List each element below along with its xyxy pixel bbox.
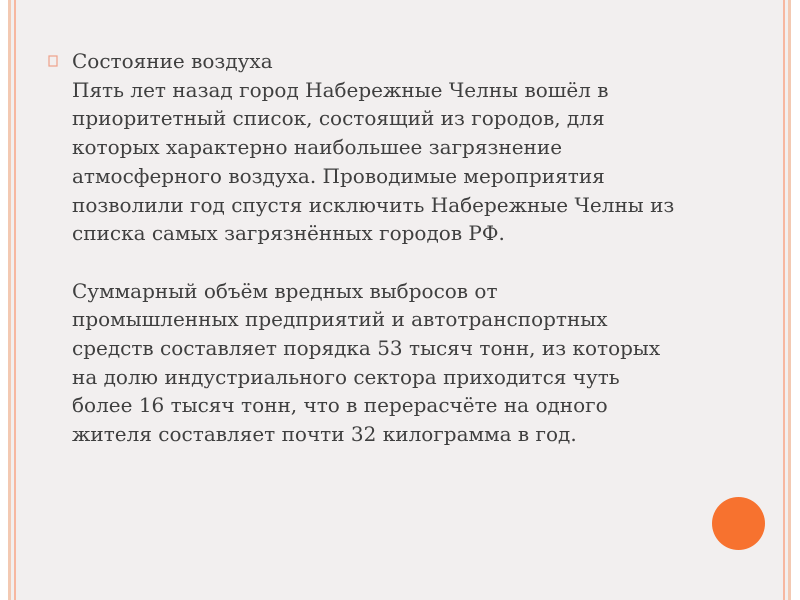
text-line: которых характерно наибольшее загрязнение bbox=[72, 135, 563, 160]
text-line: позволили год спустя исключить Набережные Челны из bbox=[72, 192, 675, 217]
text-line: на долю индустриального сектора приходится чуть bbox=[72, 364, 620, 389]
text-line: приоритетный список, состоящий из городов, для bbox=[72, 106, 605, 131]
orange-circle-icon bbox=[712, 497, 765, 550]
text-line: Суммарный объём вредных выбросов от bbox=[72, 278, 498, 303]
paragraph-spacer bbox=[72, 248, 748, 277]
text-line: жителя составляет почти 32 килограмма в год. bbox=[72, 422, 577, 447]
left-border-line bbox=[14, 0, 16, 600]
slide-text bbox=[72, 47, 748, 449]
slide-content bbox=[48, 47, 748, 449]
text-line: Пять лет назад город Набережные Челны вошёл в bbox=[72, 77, 609, 102]
text-line: Состояние воздуха bbox=[72, 49, 273, 73]
bullet-icon bbox=[48, 47, 72, 449]
text-line: более 16 тысяч тонн, что в перерасчёте на одного bbox=[72, 393, 608, 418]
right-border-line bbox=[783, 0, 785, 600]
text-line: средств составляет порядка 53 тысяч тонн, из которых bbox=[72, 336, 661, 361]
text-line: промышленных предприятий и автотранспортных bbox=[72, 307, 608, 332]
text-line: атмосферного воздуха. Проводимые мероприятия bbox=[72, 163, 605, 188]
text-line: списка самых загрязнённых городов РФ. bbox=[72, 221, 505, 246]
bullet-paragraph bbox=[48, 47, 748, 449]
